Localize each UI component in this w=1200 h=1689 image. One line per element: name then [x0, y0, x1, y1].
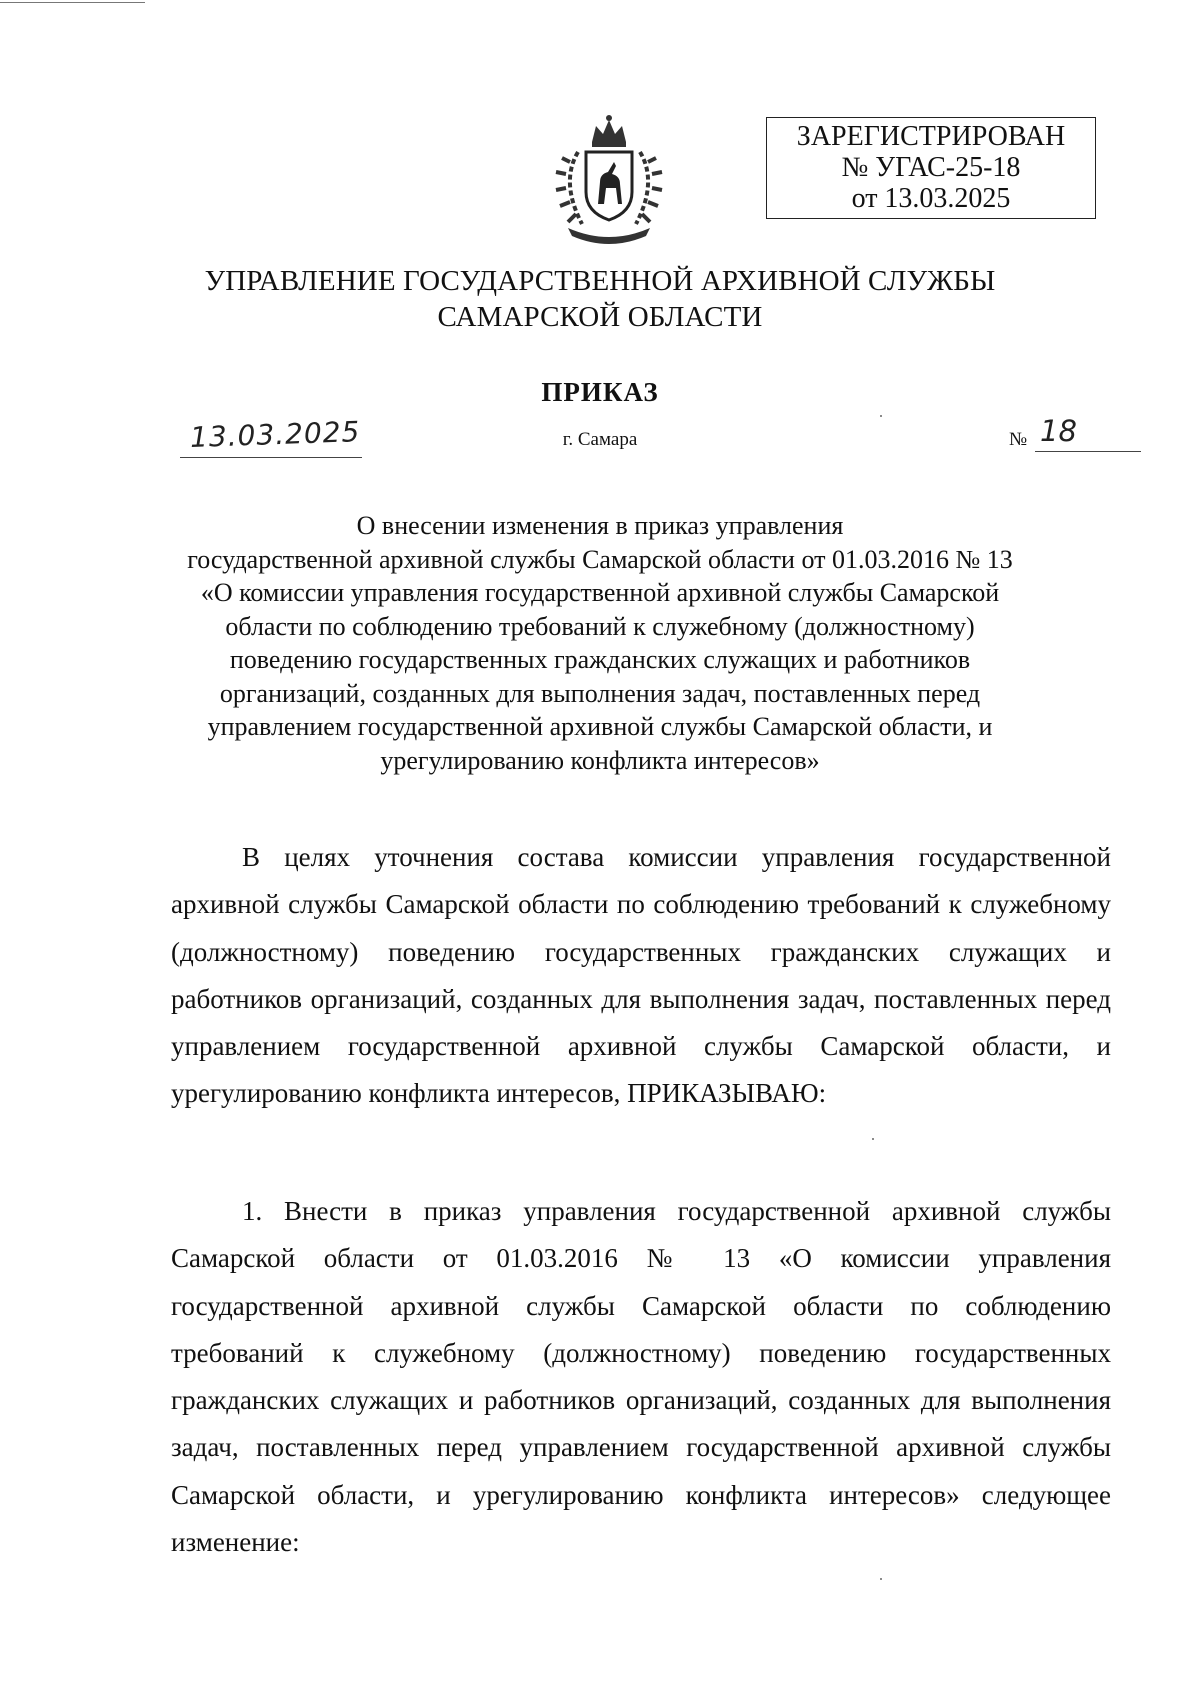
order-subject — [150, 509, 1050, 777]
date-underline — [180, 457, 362, 458]
subject-line: государственной архивной службы Самарской области от 01.03.2016 № 13 — [187, 544, 1013, 574]
stamp-line: ЗАРЕГИСТРИРОВАН — [796, 121, 1066, 152]
handwritten-number: 18 — [1040, 414, 1077, 448]
number-underline — [1035, 451, 1141, 452]
scan-speck — [872, 1138, 874, 1140]
stamp-line: от 13.03.2025 — [851, 183, 1011, 214]
city: г. Самара — [562, 429, 638, 450]
agency-name-line: УПРАВЛЕНИЕ ГОСУДАРСТВЕННОЙ АРХИВНОЙ СЛУЖБЫ — [204, 265, 996, 297]
subject-line: «О комиссии управления государственной архивной службы Самарской — [200, 578, 1000, 607]
subject-line: управлением государственной архивной службы Самарской области, и — [207, 712, 993, 741]
scan-edge-line — [0, 2, 145, 3]
agency-name-line: САМАРСКОЙ ОБЛАСТИ — [437, 301, 763, 333]
subject-line: организаций, созданных для выполнения задач, поставленных перед — [219, 678, 981, 708]
subject-line: О внесении изменения в приказ управления — [356, 511, 844, 540]
number-label: № — [1009, 429, 1028, 450]
preamble-paragraph: В целях уточнения состава комиссии управления государственной архивной службы Самарской области по соблюдению требований к служебному (должностному) поведению государственных гражданских служащих и работников организаций, созданных для выполнения задач, поставленных перед управлением государственной архивной службы Самарской области, и урегулированию конфликта интересов, ПРИКАЗЫВАЮ: — [171, 842, 1111, 1109]
document-type: ПРИКАЗ — [541, 377, 659, 407]
clause-1-paragraph: 1. Внести в приказ управления государственной архивной службы Самарской области от 01.03.2016 № 13 «О комиссии управления государственной архивной службы Самарской области по соблюдению требований к служебному (должностному) поведению государственных гражданских служащих и работников организаций, созданных для выполнения задач, поставленных перед управлением государственной архивной службы Самарской области, и урегулированию конфликта интересов» следующее изменение: — [171, 1196, 1111, 1558]
scan-speck — [880, 1578, 882, 1580]
scan-speck — [880, 415, 882, 417]
subject-line: урегулированию конфликта интересов» — [380, 745, 820, 775]
subject-line: поведению государственных гражданских служащих и работников — [229, 645, 971, 674]
handwritten-date: 13.03.2025 — [189, 415, 361, 455]
subject-line: области по соблюдению требований к служебному (должностному) — [225, 611, 975, 641]
coat-of-arms-icon — [548, 112, 670, 244]
registration-stamp — [766, 117, 1096, 219]
agency-name — [0, 263, 1200, 335]
stamp-line: № УГАС-25-18 — [841, 152, 1021, 183]
